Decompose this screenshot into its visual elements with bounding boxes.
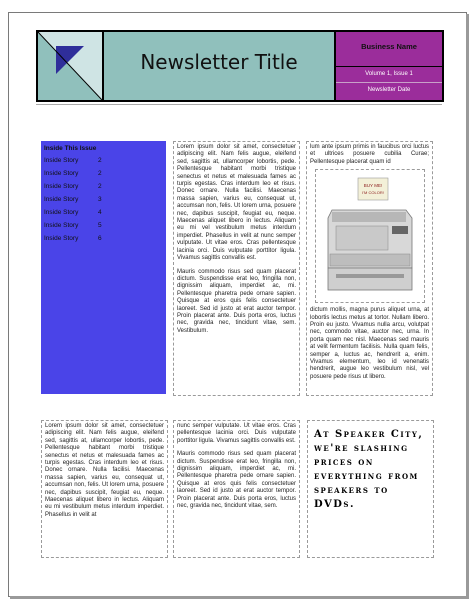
toc-item-label: Inside Story xyxy=(44,170,79,177)
title-panel xyxy=(104,32,336,100)
sign-text-2: I'M COLOR! xyxy=(361,190,384,196)
body-paragraph: nunc semper vulputate. Ut vitae eros. Cras pellentesque lacinia orci. Duis vulputate porttitor ligula. Vivamus sagittis convallis est. xyxy=(177,423,296,444)
body-paragraph: Lorem ipsum dolor sit amet, consectetuer adipiscing elit. Nam felis augue, eleifend sed, sagittis at, ullamcorper lobortis, pede. Pellentesque habitant morbi tristique senectus et netus et malesuada fames ac turpis egestas. Cras interdum leo et risus. Donec ornare. Nulla facilisi. Maecenas massa sapien, varius eu, consequat ut, accumsan non, felis. Ut lorem urna, posuere nec, dapibus suscipit, feugiat eu, neque. Maecenas aliquet libero in lectus. Aliquam eu mi vel vestibulum metus interdum imperdiet. Phasellus in velit at nunc semper vulputate. Ut vitae eros. Cras pellentesque lacinia orci. Duis vulputate porttitor ligula. Vivamus sagittis convallis est. xyxy=(177,144,296,262)
toc-item-page: 2 xyxy=(98,157,102,164)
body-paragraph: Mauris commodo risus sed quam placerat dictum. Suspendisse erat leo, fringilla non, dignissim aliquam, imperdiet ac, mi. Pellentesque pharetra pede ornare sapien. Quisque at eros quis felis consectetuer laoreet. Sed id justo at erat auctor tempor. Proin placerat ante. Duis porta eros, luctus nec, gravida nec, tincidunt vitae, sem. xyxy=(177,451,296,510)
page-shadow-bottom xyxy=(10,596,469,599)
printer-photo xyxy=(315,169,425,303)
newsletter-title: Newsletter Title xyxy=(140,50,298,74)
toc-item-label: Inside Story xyxy=(44,157,79,164)
toc-item-label: Inside Story xyxy=(44,183,79,190)
toc-item-page: 3 xyxy=(98,196,102,203)
article-column-3 xyxy=(306,141,433,396)
toc-heading: Inside This Issue xyxy=(44,145,97,152)
logo-graphic xyxy=(38,32,104,100)
toc-item-label: Inside Story xyxy=(44,196,79,203)
business-name: Business Name xyxy=(361,42,417,51)
toc-item-page: 2 xyxy=(98,170,102,177)
toc-item-label: Inside Story xyxy=(44,222,79,229)
toc-item-label: Inside Story xyxy=(44,209,79,216)
body-paragraph: Lorem ipsum dolor sit amet, consectetuer adipiscing elit. Nam felis augue, eleifend sed, sagittis at, ullamcorper lobortis, pede. Pellentesque habitant morbi tristique senectus et netus et malesuada fames ac turpis egestas. Cras interdum leo et risus. Donec ornare. Nulla facilisi. Maecenas massa sapien, varius eu, consequat ut, accumsan non, felis. Ut lorem urna, posuere nec, dapibus suscipit, feugiat eu, neque. Maecenas aliquet libero in lectus. Aliquam eu mi vestibulum metus interdum imperdiet. Phasellus in velit at xyxy=(45,423,164,518)
newsletter-date: Newsletter Date xyxy=(367,87,411,93)
toc-item[interactable] xyxy=(44,222,159,229)
toc-item-page: 4 xyxy=(98,209,102,216)
toc-item[interactable] xyxy=(44,183,159,190)
sign-text-1: BUY ME! xyxy=(363,183,382,189)
promo-box xyxy=(307,420,434,558)
printer-icon xyxy=(316,170,424,302)
body-paragraph: lum ante ipsum primis in faucibus orci luctus et ultrices posuere cubilia Curae; Pellentesque placerat quam id xyxy=(310,144,429,165)
logo-icon xyxy=(38,32,102,100)
toc-item-label: Inside Story xyxy=(44,235,79,242)
toc-item-page: 2 xyxy=(98,183,102,190)
toc-item-page: 6 xyxy=(98,235,102,242)
toc-item[interactable] xyxy=(44,209,159,216)
table-of-contents xyxy=(41,141,166,394)
body-paragraph: dictum mollis, magna purus aliquet urna, at lobortis lectus metus at tortor. Nullam libero. Proin eu justo. Vivamus nulla arcu, volutpat nec, commodo vitae, auctor nec, urna. In porta quam nec nisl. Maecenas sed mauris at velit fermentum facilisis. Nulla quam felis, semper a, luctus ac, hendrerit a, enim. Vivamus elementum, leo id venenatis hendrerit, augue leo vestibulum nisl, vel posuere pede risus ut libero. xyxy=(310,307,429,380)
toc-item[interactable] xyxy=(44,157,159,164)
article-column-2-lower xyxy=(173,420,300,558)
header-divider xyxy=(36,104,442,105)
promo-text: At Speaker City, we're slashing prices on everything from speakers to DVDs. xyxy=(314,429,424,510)
toc-item[interactable] xyxy=(44,196,159,203)
toc-item[interactable] xyxy=(44,170,159,177)
article-column-1-lower xyxy=(41,420,168,558)
volume-panel xyxy=(336,67,442,83)
body-paragraph: Mauris commodo risus sed quam placerat dictum. Suspendisse erat leo, fringilla non, dignissim aliquam, imperdiet ac, mi. Pellentesque pharetra pede ornare sapien. Quisque at eros quis felis consectetuer laoreet. Sed id justo at erat auctor tempor. Proin placerat ante. Duis porta eros, luctus nec, gravida nec, tincidunt vitae, sem. Vestibulum. xyxy=(177,268,296,334)
newsletter-header xyxy=(36,30,444,102)
toc-item[interactable] xyxy=(44,235,159,242)
page-shadow-right xyxy=(466,14,469,597)
volume-issue: Volume 1, Issue 1 xyxy=(365,71,413,77)
toc-item-page: 5 xyxy=(98,222,102,229)
article-column-2 xyxy=(173,141,300,396)
business-name-panel xyxy=(336,32,442,67)
date-panel xyxy=(336,83,442,100)
